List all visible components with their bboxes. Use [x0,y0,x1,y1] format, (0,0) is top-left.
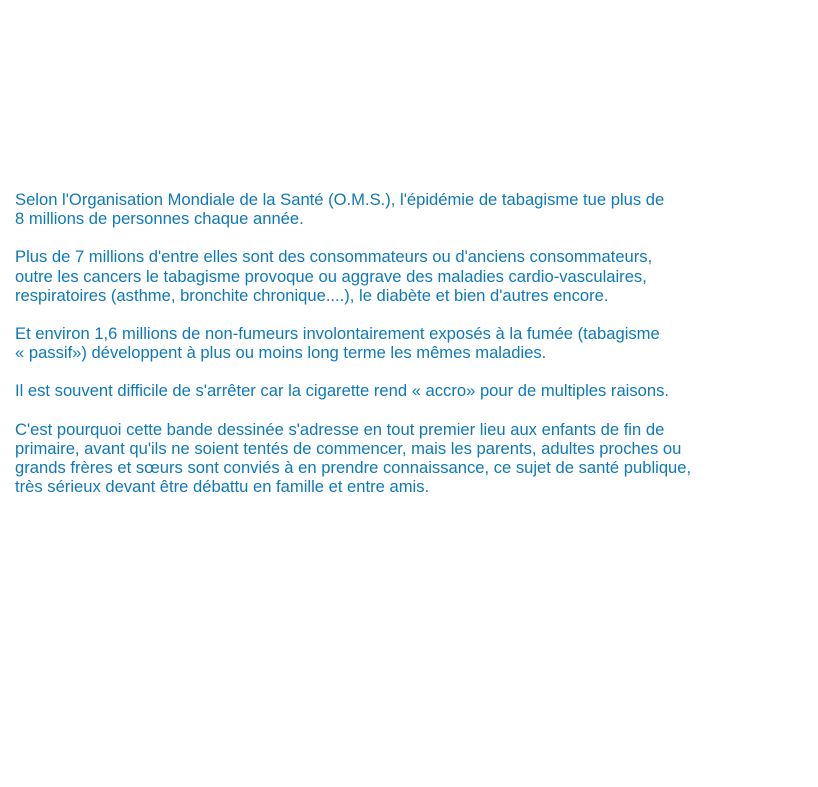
intro-text-block [15,190,805,515]
paragraph-audience [15,420,805,497]
paragraph-oms-statistic [15,190,805,228]
text-line: « passif») développent à plus ou moins long terme les mêmes maladies. [15,343,547,363]
text-line: Il est souvent difficile de s'arrêter car la cigarette rend « accro» pour de multiples raisons. [15,381,670,401]
text-line: 8 millions de personnes chaque année. [15,209,304,229]
paragraph-health-effects [15,247,805,305]
text-line: Et environ 1,6 millions de non-fumeurs involontairement exposés à la fumée (tabagisme [15,324,660,344]
text-line: très sérieux devant être débattu en famille et entre amis. [15,477,430,497]
text-line: C'est pourquoi cette bande dessinée s'adresse en tout premier lieu aux enfants de fin de [15,419,665,439]
text-line: grands frères et sœurs sont conviés à en prendre connaissance, ce sujet de santé publique, [15,458,692,478]
text-line: primaire, avant qu'ils ne soient tentés de commencer, mais les parents, adultes proches ou [15,438,682,458]
text-line: Selon l'Organisation Mondiale de la Santé (O.M.S.), l'épidémie de tabagisme tue plus de [15,190,665,209]
text-line: outre les cancers le tabagisme provoque ou aggrave des maladies cardio-vasculaires, [15,266,647,286]
text-line: Plus de 7 millions d'entre elles sont des consommateurs ou d'anciens consommateurs, [15,247,653,267]
paragraph-passive-smoking [15,324,805,362]
text-line: respiratoires (asthme, bronchite chronique....), le diabète et bien d'autres encore. [15,285,609,305]
paragraph-addiction [15,381,805,400]
